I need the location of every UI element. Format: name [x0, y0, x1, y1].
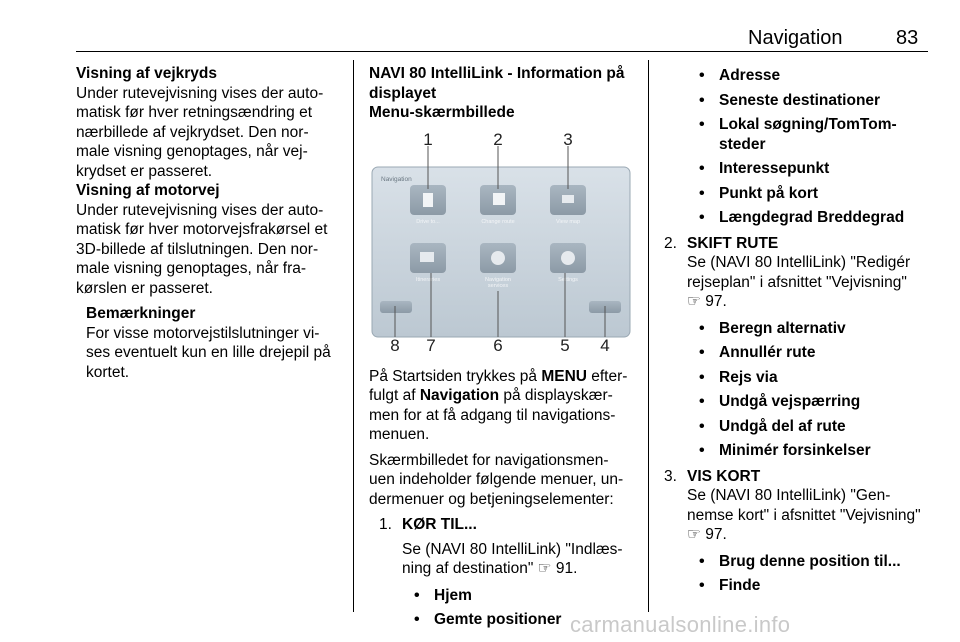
bullet-item: • Brug denne position til... — [687, 552, 934, 572]
callout-1: 1 — [423, 130, 433, 149]
text-line — [369, 386, 644, 406]
item-title: KØR TIL... — [402, 516, 477, 533]
section-heading-display: NAVI 80 IntelliLink - Information på — [369, 65, 625, 82]
header-rule — [76, 51, 928, 52]
text-line: dermenuer og betjeningselementer: — [369, 490, 614, 508]
column-right — [664, 66, 934, 596]
text-line: ning af destination" ☞ 91. — [402, 560, 578, 577]
menu-key-label: MENU — [541, 367, 587, 385]
item-number: 1. — [379, 516, 392, 533]
text-line: Se (NAVI 80 IntelliLink) "Redigér — [687, 254, 911, 271]
numbered-item-3 — [664, 467, 934, 596]
bullet-list-continued — [664, 66, 934, 228]
text-line: kortet. — [86, 363, 130, 381]
text-span: På Startsiden trykkes på — [369, 367, 542, 385]
tile-label: Drive to... — [416, 218, 440, 225]
bullet-item: • Undgå del af rute — [687, 417, 934, 437]
callout-6: 6 — [493, 335, 503, 353]
bullet-item: • Interessepunkt — [687, 159, 934, 179]
bullet-item: • Hjem — [402, 586, 644, 606]
bullet-item: • Seneste destinationer — [687, 91, 934, 111]
note-block — [76, 304, 346, 382]
section-heading-display-cont: displayet — [369, 84, 437, 102]
text-line: matisk før hver motorvejsfrakørsel et — [76, 221, 328, 238]
bullet-item: • Gemte positioner — [402, 610, 644, 630]
person-icon — [423, 193, 433, 207]
itinerary-icon — [420, 252, 434, 262]
text-line: ses eventuelt kun en lille drejepil på — [86, 344, 331, 361]
text-line: 3D-billede af tilslutningen. Den nor- — [76, 240, 319, 258]
tile-label: View map — [555, 218, 581, 225]
text-line: For visse motorvejstilslutninger vi- — [86, 324, 320, 342]
text-line: matisk før hver retningsændring et — [76, 104, 313, 121]
text-line: men for at få adgang til navigations- — [369, 406, 616, 424]
bullet-item: • Annullér rute — [687, 343, 934, 363]
services-icon — [491, 251, 505, 265]
column-left — [76, 64, 346, 382]
menu-screen-illustration — [369, 131, 631, 353]
text-line: Skærmbilledet for navigationsmen- — [369, 451, 609, 469]
map-icon — [562, 195, 574, 203]
text-line: nemse kort" i afsnittet "Vejvisning" — [687, 506, 921, 524]
page-header-title: Navigation — [748, 27, 843, 49]
text-line: nærbillede af vejkrydset. Den nor- — [76, 123, 309, 141]
screen-title: Navigation — [381, 175, 412, 183]
bullet-item: • Undgå vejspærring — [687, 392, 934, 412]
numbered-item-2 — [664, 234, 934, 461]
bullet-item: • Længdegrad Breddegrad — [687, 208, 934, 228]
text-span: fulgt af — [369, 387, 420, 404]
text-span: på displayskær- — [499, 387, 613, 404]
paragraph-menu-access — [369, 367, 644, 387]
callout-2: 2 — [493, 130, 503, 149]
text-line: ☞ 97. — [687, 293, 727, 310]
subheading-menu-screen: Menu-skærmbillede — [369, 104, 515, 121]
callout-7: 7 — [426, 335, 436, 353]
item-number: 3. — [664, 467, 677, 485]
callout-5: 5 — [560, 335, 570, 353]
text-line: Under rutevejvisning vises der auto- — [76, 84, 324, 102]
text-line: Se (NAVI 80 IntelliLink) "Indlæs- — [402, 540, 623, 558]
page-number: 83 — [896, 27, 919, 49]
callout-3: 3 — [563, 130, 573, 149]
settings-gear-icon — [561, 251, 575, 265]
tile-label: Navigation — [485, 276, 511, 283]
text-line: kørslen er passeret. — [76, 279, 213, 297]
text-line: uen indeholder følgende menuer, un- — [369, 471, 624, 488]
text-span: efter- — [586, 367, 628, 385]
tile-label: Itineraries — [415, 276, 441, 283]
text-line: ☞ 97. — [687, 526, 727, 543]
tile-label: services — [487, 282, 509, 289]
column-divider-left — [353, 60, 354, 612]
item-title: VIS KORT — [687, 467, 761, 485]
back-button-shape — [380, 301, 412, 313]
column-divider-right — [648, 60, 649, 612]
text-line: krydset er passeret. — [76, 162, 213, 180]
watermark-text: carmanualsonline.info — [570, 612, 791, 637]
navigation-label: Navigation — [419, 387, 500, 404]
item-title: SKIFT RUTE — [687, 234, 779, 252]
column-middle — [369, 64, 644, 630]
bullet-item: • Finde — [687, 576, 934, 596]
bullet-item: • Lokal søgning/TomTom- steder — [687, 115, 934, 154]
text-line: rejseplan" i afsnittet "Vejvisning" — [687, 273, 907, 291]
bullet-item: • Beregn alternativ — [687, 319, 934, 339]
menu-screen-figure — [369, 131, 631, 353]
bullet-item: • Punkt på kort — [687, 184, 934, 204]
route-icon — [493, 193, 505, 205]
bullet-item: • Rejs via — [687, 368, 934, 388]
tile-label: Settings — [558, 276, 578, 283]
tile-label: Change route — [481, 218, 515, 225]
callout-8: 8 — [390, 335, 400, 353]
bullet-item: • Adresse — [687, 66, 934, 86]
text-line: Se (NAVI 80 IntelliLink) "Gen- — [687, 487, 891, 504]
note-heading: Bemærkninger — [86, 305, 196, 322]
text-line: male visning genoptages, når vej- — [76, 143, 308, 160]
section-heading-junction: Visning af vejkryds — [76, 65, 217, 82]
text-line: menuen. — [369, 426, 430, 443]
callout-4: 4 — [600, 335, 610, 353]
bullet-item: • Minimér forsinkelser — [687, 441, 934, 461]
item-number: 2. — [664, 234, 677, 252]
section-heading-motorway: Visning af motorvej — [76, 182, 220, 199]
text-line: Under rutevejvisning vises der auto- — [76, 201, 324, 219]
text-line: male visning genoptages, når fra- — [76, 260, 307, 277]
